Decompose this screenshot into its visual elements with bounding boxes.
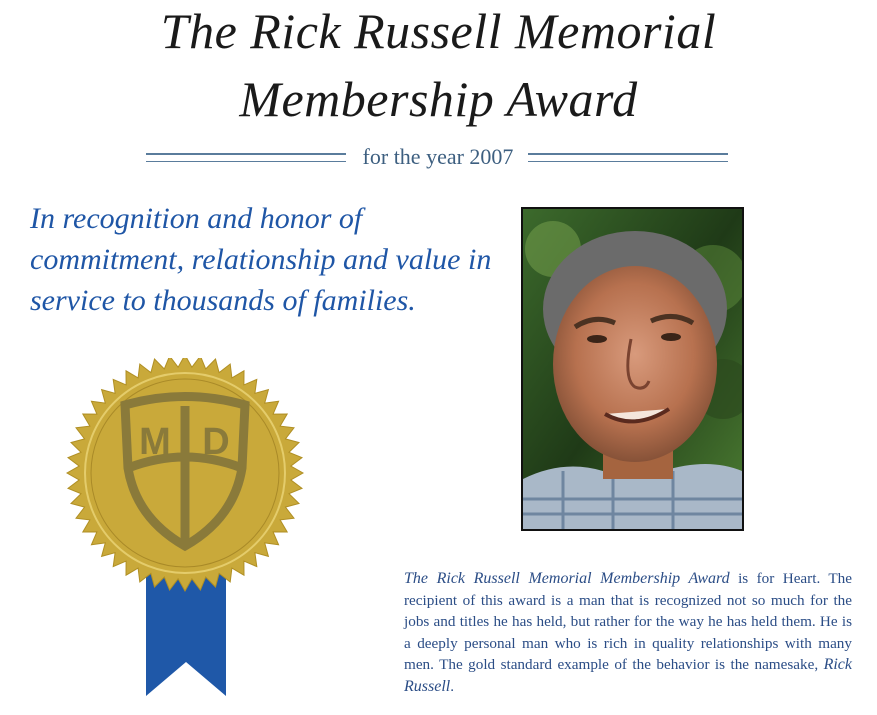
award-name-inline: The Rick Russell Memorial Membership Award bbox=[404, 570, 730, 587]
award-title-line-1: The Rick Russell Memorial bbox=[160, 3, 717, 59]
description-body: is for Heart. The recipient of this award is a man that is recognized not so much for the jobs and titles he has held, but rather for the way he has held them. He is a deeply personal man who is rich in quality relationships with many men. The gold standard example of the behavior is the namesake, bbox=[404, 570, 852, 673]
seal-letter-d: D bbox=[202, 421, 230, 463]
seal-letter-m: M bbox=[139, 421, 171, 463]
honoree-photo bbox=[521, 207, 744, 531]
namesake-name: Rick Russell bbox=[404, 656, 852, 695]
description-end: . bbox=[450, 677, 455, 695]
blue-ribbon bbox=[146, 573, 226, 696]
year-row bbox=[0, 144, 877, 170]
award-seal bbox=[58, 358, 312, 703]
portrait-image bbox=[523, 209, 742, 529]
award-description bbox=[404, 568, 852, 697]
award-title-line-2: Membership Award bbox=[239, 71, 638, 127]
award-year: for the year 2007 bbox=[362, 144, 514, 169]
right-divider-rule bbox=[528, 153, 728, 162]
recognition-statement: In recognition and honor of commitment, relationship and value in service to thousands of families. bbox=[30, 202, 492, 317]
seal-letter-i: I bbox=[179, 485, 191, 527]
left-divider-rule bbox=[146, 153, 346, 162]
